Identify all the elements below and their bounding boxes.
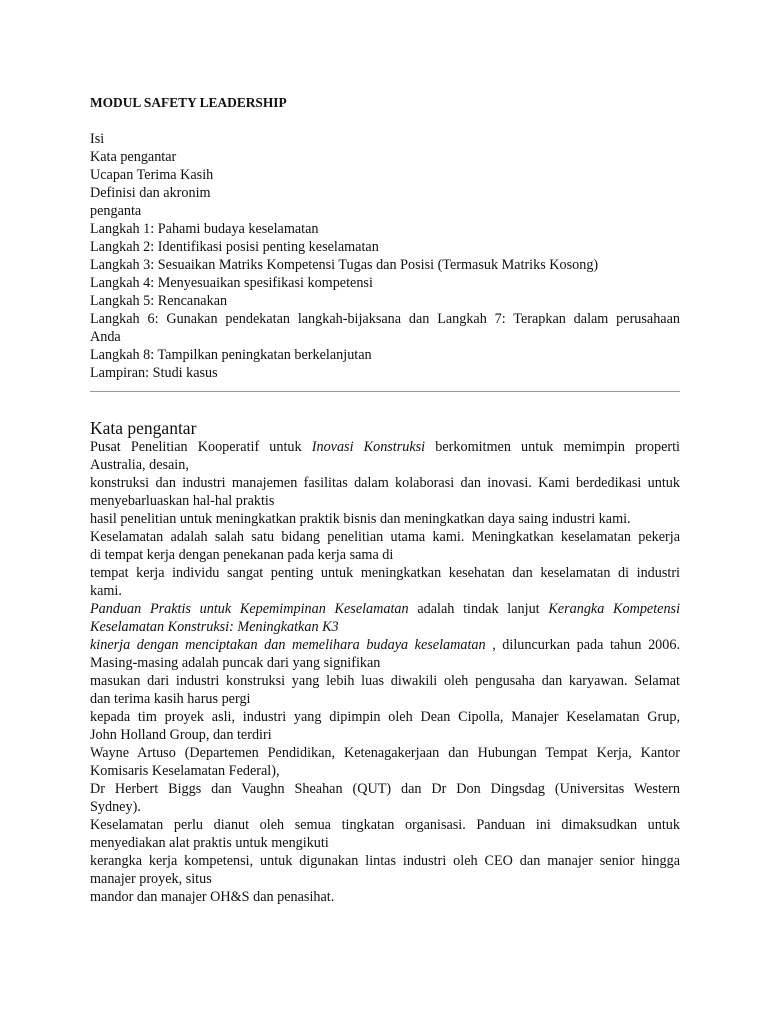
paragraph-line: Komisaris Keselamatan Federal), (90, 763, 280, 779)
paragraph-line (90, 618, 680, 636)
toc-heading: Isi (90, 131, 105, 147)
toc-item: Langkah 1: Pahami budaya keselamatan (90, 221, 319, 237)
emphasis-text: Kerangka Kompetensi (548, 601, 681, 617)
paragraph-line: menyebarluaskan hal-hal praktis (90, 493, 275, 509)
emphasis-text: Inovasi Konstruksi (311, 439, 426, 455)
paragraph-line: konstruksi dan industri manajemen fasilitas dalam kolaborasi dan inovasi. Kami berdedikasi untuk (90, 475, 680, 491)
paragraph-line: hasil penelitian untuk meningkatkan praktik bisnis dan meningkatkan daya saing industri kami. (90, 511, 631, 527)
paragraph-line: di tempat kerja dengan penekanan pada kerja sama di (90, 547, 394, 563)
toc-item: Langkah 5: Rencanakan (90, 293, 228, 309)
toc-item: Anda (90, 329, 121, 345)
emphasis-text: kinerja dengan menciptakan dan memelihara budaya keselamatan (90, 637, 486, 653)
paragraph-line: kepada tim proyek asli, industri yang dipimpin oleh Dean Cipolla, Manajer Keselamatan Grup, (90, 709, 680, 725)
paragraph-line: Keselamatan perlu dianut oleh semua tingkatan organisasi. Panduan ini dimaksudkan untuk (90, 817, 680, 833)
toc-item: Langkah 4: Menyesuaikan spesifikasi kompetensi (90, 275, 373, 291)
toc-item: Ucapan Terima Kasih (90, 167, 214, 183)
toc-item: Lampiran: Studi kasus (90, 365, 218, 381)
paragraph-line: manajer proyek, situs (90, 871, 212, 887)
toc-item: Definisi dan akronim (90, 185, 211, 201)
paragraph-line: kerangka kerja kompetensi, untuk digunakan lintas industri oleh CEO dan manajer senior hingga (90, 853, 680, 869)
paragraph-line: Wayne Artuso (Departemen Pendidikan, Ketenagakerjaan dan Hubungan Tempat Kerja, Kantor (90, 745, 680, 761)
emphasis-text: Keselamatan Konstruksi: Meningkatkan K3 (90, 619, 339, 635)
paragraph-line: Pusat Penelitian Kooperatif untuk Inovasi Konstruksi berkomitmen untuk memimpin properti (90, 439, 680, 455)
paragraph-line: tempat kerja individu sangat penting untuk meningkatkan kesehatan dan keselamatan di industri (90, 565, 680, 581)
toc-item: Kata pengantar (90, 149, 177, 165)
section-divider (90, 391, 680, 392)
paragraph-line: Dr Herbert Biggs dan Vaughn Sheahan (QUT) dan Dr Don Dingsdag (Universitas Western (90, 781, 680, 797)
toc-item: Langkah 6: Gunakan pendekatan langkah-bijaksana dan Langkah 7: Terapkan dalam perusahaan (90, 311, 680, 327)
paragraph-line: kinerja dengan menciptakan dan memelihara budaya keselamatan , diluncurkan pada tahun 2006. (90, 637, 681, 653)
paragraph-line: Masing-masing adalah puncak dari yang signifikan (90, 655, 381, 671)
paragraph-line: mandor dan manajer OH&S dan penasihat. (90, 889, 335, 905)
paragraph-line: kami. (90, 583, 122, 599)
paragraph-line: Keselamatan adalah salah satu bidang penelitian utama kami. Meningkatkan keselamatan pekerja (90, 529, 680, 545)
paragraph-line: masukan dari industri konstruksi yang lebih luas diwakili oleh pengusaha dan karyawan. Selamat (90, 673, 680, 689)
section-heading: Kata pengantar (90, 418, 197, 438)
emphasis-text: Panduan Praktis untuk Kepemimpinan Keselamatan (90, 601, 409, 617)
paragraph-line: Sydney). (90, 799, 141, 815)
paragraph-line: John Holland Group, dan terdiri (90, 727, 272, 743)
paragraph-line: dan terima kasih harus pergi (90, 691, 251, 707)
toc-item: Langkah 8: Tampilkan peningkatan berkelanjutan (90, 347, 372, 363)
document-title: MODUL SAFETY LEADERSHIP (90, 95, 287, 110)
paragraph-line: Australia, desain, (90, 457, 189, 473)
toc-item: penganta (90, 203, 142, 219)
paragraph-line: Panduan Praktis untuk Kepemimpinan Keselamatan adalah tindak lanjut Kerangka Kompetensi (90, 601, 681, 617)
toc-item: Langkah 2: Identifikasi posisi penting keselamatan (90, 239, 379, 255)
paragraph-line: menyediakan alat praktis untuk mengikuti (90, 835, 329, 851)
toc-item: Langkah 3: Sesuaikan Matriks Kompetensi Tugas dan Posisi (Termasuk Matriks Kosong) (90, 257, 599, 273)
